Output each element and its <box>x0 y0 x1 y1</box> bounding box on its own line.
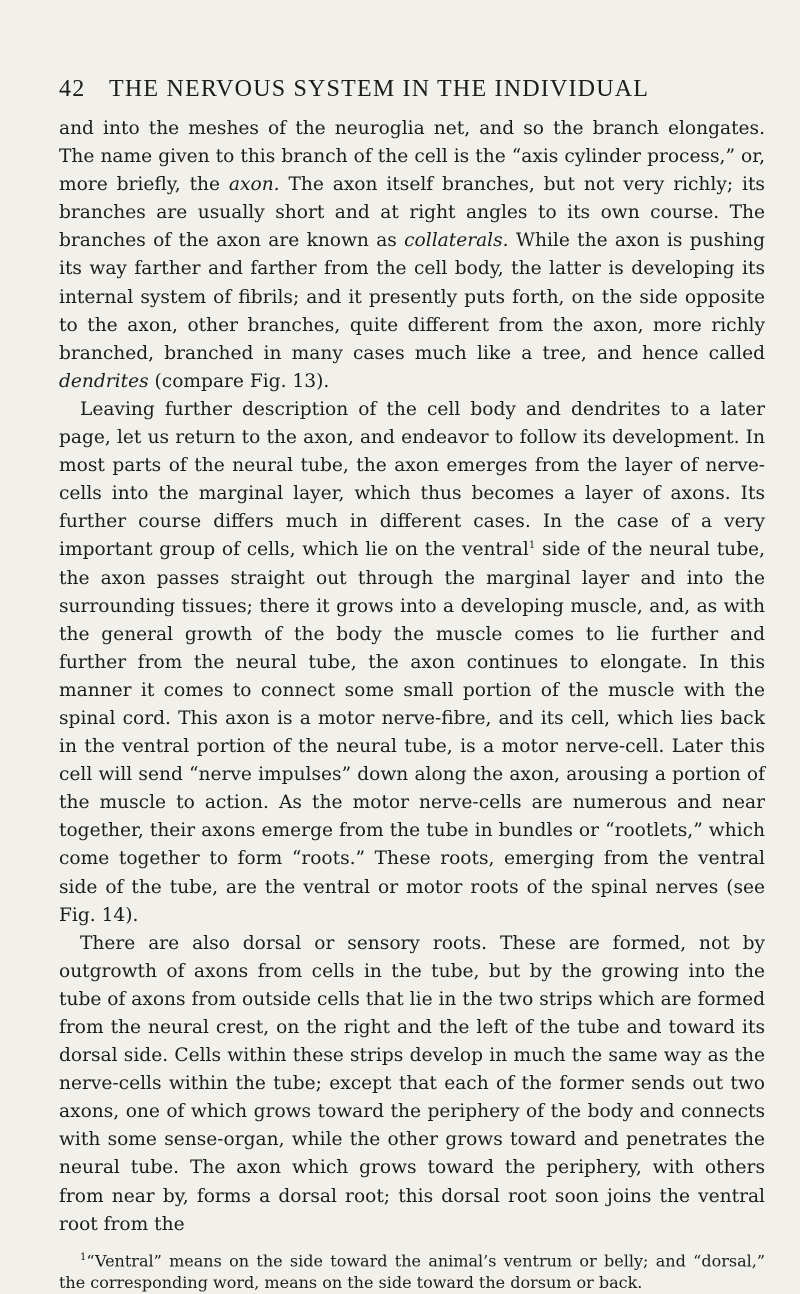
text-run: Leaving further description of the cell body and dendrites to a later page, let us return to the axon, and endeavor to follow its development. In most parts of the neural tube, the axon emerges from the layer of nerve-cells into the marginal layer, which thus becomes a layer of axons. Its further course differs much in different cases. In the case of a very important group of cells, which lie on the ventral <box>59 398 765 561</box>
text-run: side of the neural tube, the axon passes straight out through the marginal layer and into the surrounding tissues; there it grows into a developing muscle, and, as with the general growth of the body the muscle comes to lie further and further from the neural tube, the axon continues to elongate. In this manner it comes to connect some small portion of the muscle with the spinal cord. This axon is a motor nerve-fibre, and its cell, which lies back in the ventral portion of the neural tube, is a motor nerve-cell. Later this cell will send “nerve impulses” down along the axon, arousing a portion of the muscle to action. As the motor nerve-cells are numerous and near together, their axons emerge from the tube in bundles or “rootlets,” which come together to form “roots.” These roots, emerging from the ventral side of the tube, are the ventral or motor roots of the spinal nerves (see Fig. 14). <box>59 539 765 926</box>
italic-term: dendrites <box>59 370 149 392</box>
text-run: The axon itself branches, but not very richly; its branches are usually short and at right angles to its own course. The branches of the axon are known as <box>59 174 765 252</box>
text-run: While the axon is pushing its way farther and farther from the cell body, the latter is developing its internal system of fibrils; and it presently puts forth, on the side opposite to the axon, other branches, quite different from the axon, more richly branched, branched in many cases much like a tree, and hence called <box>59 230 765 364</box>
text-run: and into the meshes of the neuroglia net, and so the branch elongates. The name given to this branch of the cell is the “axis cylinder process,” or, more briefly, the <box>59 118 765 196</box>
text-run: (compare Fig. 13). <box>148 370 330 392</box>
paragraph <box>59 115 765 396</box>
text-run: There are also dorsal or sensory roots. These are formed, not by outgrowth of axons from cells in the tube, but by the growing into the tube of axons from outside cells that lie in the two strips which are formed from the neural crest, on the right and the left of the tube and toward its dorsal side. Cells within these strips develop in much the same way as the nerve-cells within the tube; except that each of the former sends out two axons, one of which grows toward the periphery of the body and connects with some sense-organ, while the other grows toward and penetrates the neural tube. The axon which grows toward the periphery, with others from near by, forms a dorsal root; this dorsal root soon joins the ventral root from the <box>59 932 765 1235</box>
chapter-title: THE NERVOUS SYSTEM IN THE INDIVIDUAL <box>109 76 650 102</box>
footnote <box>59 1247 765 1294</box>
italic-term: axon. <box>228 174 280 196</box>
paragraph <box>59 396 765 930</box>
footnote-marker: 1 <box>80 1251 87 1263</box>
footnote-reference: 1 <box>528 540 536 552</box>
body-text <box>59 115 765 1239</box>
footnote-text: “Ventral” means on the side toward the animal’s ventrum or belly; and “dorsal,” the corresponding word, means on the side toward the dorsum or back. <box>59 1251 765 1293</box>
italic-term: collaterals. <box>404 230 509 252</box>
running-head <box>59 76 765 110</box>
page-number: 42 <box>59 76 86 102</box>
paragraph <box>59 930 765 1239</box>
book-page <box>59 76 765 1294</box>
